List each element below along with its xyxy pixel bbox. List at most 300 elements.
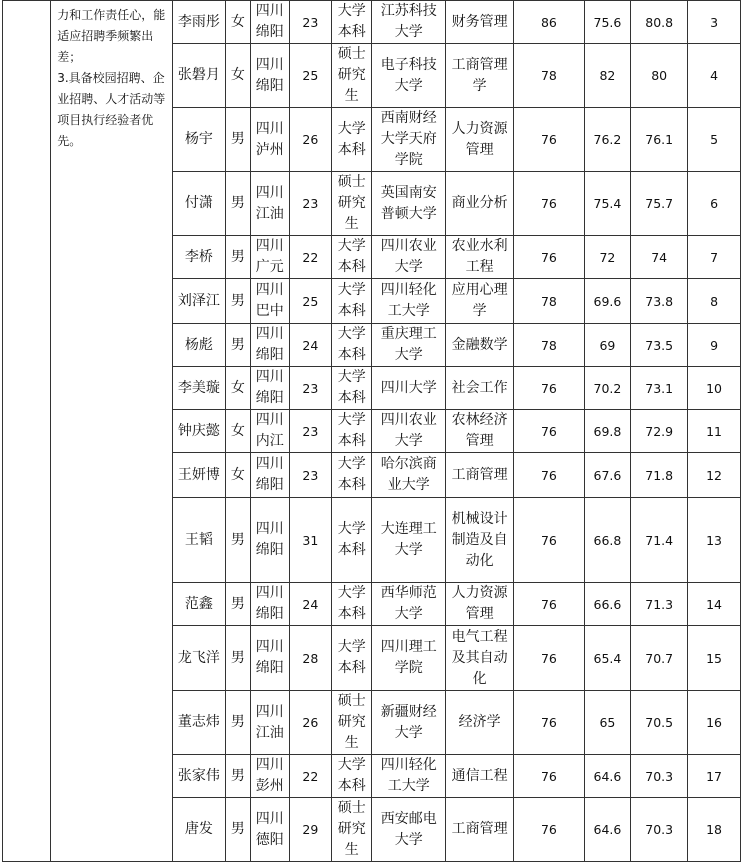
origin-cell: [251, 798, 289, 862]
age-text: 23: [302, 196, 319, 211]
gender-cell: [225, 279, 250, 324]
total-score-text: 76.1: [645, 132, 674, 147]
major-text: 社会工作: [451, 379, 508, 396]
major-cell: [446, 583, 514, 626]
applicant-name-text: 李美璇: [177, 379, 220, 396]
written-score-cell: [514, 1, 584, 44]
written-score-cell: [514, 172, 584, 236]
table-body: [3, 1, 741, 862]
interview-score-cell: [584, 108, 631, 172]
interview-score-text: 75.4: [593, 196, 622, 211]
written-score-text: 76: [540, 196, 557, 211]
degree-text: 硕士研究生: [337, 693, 366, 751]
school-text: 四川大学: [380, 379, 437, 396]
origin-text: 四川绵阳: [255, 369, 284, 406]
major-cell: [446, 172, 514, 236]
age-text: 26: [302, 132, 319, 147]
written-score-text: 76: [540, 380, 557, 396]
school-text: 四川轻化工大学: [380, 282, 437, 319]
degree-cell: [332, 279, 372, 324]
school-cell: [372, 1, 446, 44]
blank-merged-cell: [3, 1, 51, 862]
rank-cell: [688, 583, 741, 626]
major-text: 工商管理: [451, 466, 508, 483]
applicant-name-cell: [173, 626, 225, 691]
total-score-cell: [631, 1, 688, 44]
applicant-name-text: 董志炜: [177, 714, 220, 730]
interview-score-cell: [584, 583, 631, 626]
age-cell: [289, 1, 332, 44]
major-cell: [446, 453, 514, 498]
total-score-cell: [631, 410, 688, 453]
degree-text: 大学本科: [337, 585, 366, 622]
origin-cell: [251, 172, 289, 236]
major-cell: [446, 626, 514, 691]
rank-text: 17: [706, 768, 722, 784]
age-text: 23: [302, 423, 319, 439]
rank-cell: [688, 1, 741, 44]
rank-text: 6: [710, 196, 719, 211]
gender-cell: [225, 236, 250, 279]
degree-cell: [332, 410, 372, 453]
total-score-cell: [631, 583, 688, 626]
rank-text: 18: [706, 822, 722, 837]
age-text: 24: [302, 337, 319, 353]
degree-cell: [332, 172, 372, 236]
gender-cell: [225, 498, 250, 583]
applicant-name-cell: [173, 410, 225, 453]
major-cell: [446, 1, 514, 44]
interview-score-text: 66.8: [593, 532, 622, 548]
written-score-cell: [514, 367, 584, 410]
school-text: 四川轻化工大学: [380, 757, 437, 794]
gender-text: 男: [230, 714, 245, 730]
written-score-cell: [514, 626, 584, 691]
age-text: 22: [302, 249, 319, 265]
rank-cell: [688, 279, 741, 324]
written-score-cell: [514, 498, 584, 583]
total-score-text: 70.7: [645, 650, 674, 666]
school-text: 新疆财经大学: [380, 703, 437, 741]
interview-score-text: 67.6: [593, 467, 622, 483]
rank-cell: [688, 626, 741, 691]
applicant-name-cell: [173, 324, 225, 367]
age-cell: [289, 453, 332, 498]
applicant-name-cell: [173, 108, 225, 172]
total-score-cell: [631, 498, 688, 583]
major-text: 财务管理: [451, 13, 508, 30]
degree-text: 大学本科: [337, 521, 366, 558]
written-score-text: 78: [540, 293, 557, 309]
gender-cell: [225, 626, 250, 691]
rank-text: 8: [710, 293, 719, 309]
school-text: 西华师范大学: [380, 585, 437, 622]
applicant-name-text: 钟庆懿: [177, 422, 220, 439]
major-text: 工商管理学: [451, 56, 508, 94]
interview-score-text: 69: [599, 337, 616, 353]
rank-text: 4: [710, 68, 719, 83]
gender-text: 男: [230, 336, 245, 353]
written-score-text: 78: [540, 337, 557, 353]
school-text: 四川农业大学: [380, 412, 437, 449]
total-score-cell: [631, 798, 688, 862]
origin-text: 四川绵阳: [255, 326, 284, 363]
total-score-text: 75.7: [645, 196, 674, 211]
degree-cell: [332, 583, 372, 626]
major-text: 经济学: [458, 714, 501, 730]
interview-score-cell: [584, 172, 631, 236]
age-cell: [289, 798, 332, 862]
origin-text: 四川德阳: [255, 810, 284, 848]
age-text: 24: [302, 596, 319, 612]
interview-score-cell: [584, 410, 631, 453]
degree-text: 大学本科: [337, 282, 366, 319]
total-score-text: 73.1: [645, 380, 674, 396]
gender-text: 女: [230, 379, 245, 396]
gender-cell: [225, 755, 250, 798]
job-requirements-cell: [51, 1, 173, 862]
interview-score-text: 69.6: [593, 293, 622, 309]
origin-text: 四川绵阳: [255, 639, 284, 676]
school-text: 江苏科技大学: [380, 3, 437, 40]
gender-text: 男: [230, 767, 245, 784]
table-row: [3, 1, 741, 44]
age-text: 23: [302, 14, 319, 30]
applicant-name-text: 张磐月: [177, 67, 220, 83]
applicant-name-cell: [173, 279, 225, 324]
age-cell: [289, 583, 332, 626]
degree-text: 大学本科: [337, 639, 366, 676]
degree-text: 硕士研究生: [337, 174, 366, 232]
rank-cell: [688, 324, 741, 367]
rank-text: 10: [706, 380, 722, 396]
gender-text: 男: [230, 595, 245, 612]
school-cell: [372, 279, 446, 324]
age-cell: [289, 498, 332, 583]
major-text: 农林经济管理: [451, 412, 508, 449]
written-score-cell: [514, 755, 584, 798]
interview-score-text: 65: [599, 715, 616, 730]
degree-text: 硕士研究生: [337, 46, 366, 104]
origin-text: 四川内江: [255, 412, 284, 449]
applicant-name-text: 付潇: [184, 195, 213, 211]
degree-cell: [332, 367, 372, 410]
written-score-cell: [514, 279, 584, 324]
origin-cell: [251, 324, 289, 367]
written-score-text: 76: [540, 715, 557, 730]
applicant-name-cell: [173, 367, 225, 410]
applicant-name-text: 刘泽江: [177, 292, 220, 309]
written-score-text: 76: [540, 423, 557, 439]
written-score-cell: [514, 410, 584, 453]
applicant-name-text: 范鑫: [184, 595, 213, 612]
age-text: 29: [302, 822, 319, 837]
gender-text: 女: [230, 466, 245, 483]
interview-score-cell: [584, 236, 631, 279]
degree-cell: [332, 44, 372, 108]
total-score-text: 80: [651, 68, 668, 83]
age-text: 31: [302, 532, 319, 548]
applicant-name-text: 唐发: [184, 821, 213, 837]
total-score-text: 74: [651, 249, 668, 265]
interview-score-cell: [584, 691, 631, 755]
gender-cell: [225, 172, 250, 236]
origin-cell: [251, 410, 289, 453]
gender-text: 男: [230, 248, 245, 265]
major-text: 通信工程: [451, 767, 508, 784]
major-text: 应用心理学: [451, 282, 508, 319]
applicant-name-text: 杨彪: [184, 336, 213, 353]
total-score-text: 70.3: [645, 768, 674, 784]
school-cell: [372, 236, 446, 279]
total-score-cell: [631, 324, 688, 367]
major-text: 农业水利工程: [451, 238, 508, 275]
age-cell: [289, 755, 332, 798]
age-text: 25: [302, 293, 319, 309]
origin-cell: [251, 279, 289, 324]
origin-text: 四川绵阳: [255, 56, 284, 94]
total-score-text: 80.8: [645, 14, 674, 30]
total-score-text: 71.4: [645, 532, 674, 548]
major-cell: [446, 236, 514, 279]
interview-score-cell: [584, 279, 631, 324]
applicant-name-text: 龙飞洋: [177, 649, 220, 666]
gender-text: 女: [230, 67, 245, 83]
major-cell: [446, 691, 514, 755]
major-text: 人力资源管理: [451, 120, 508, 158]
written-score-cell: [514, 236, 584, 279]
interview-score-text: 76.2: [593, 132, 622, 147]
age-cell: [289, 367, 332, 410]
degree-text: 大学本科: [337, 238, 366, 275]
school-cell: [372, 453, 446, 498]
written-score-cell: [514, 44, 584, 108]
gender-text: 男: [230, 195, 245, 211]
total-score-text: 73.5: [645, 337, 674, 353]
rank-text: 7: [710, 249, 719, 265]
degree-cell: [332, 324, 372, 367]
interview-score-cell: [584, 755, 631, 798]
rank-text: 9: [710, 337, 719, 353]
degree-text: 大学本科: [337, 757, 366, 794]
gender-text: 女: [230, 422, 245, 439]
interview-score-cell: [584, 626, 631, 691]
applicant-name-text: 王韬: [184, 531, 213, 548]
interview-score-cell: [584, 1, 631, 44]
rank-cell: [688, 453, 741, 498]
applicant-name-cell: [173, 453, 225, 498]
rank-text: 15: [706, 650, 722, 666]
rank-cell: [688, 44, 741, 108]
interview-score-text: 72: [599, 249, 616, 265]
written-score-cell: [514, 583, 584, 626]
total-score-cell: [631, 236, 688, 279]
applicant-name-cell: [173, 236, 225, 279]
total-score-cell: [631, 44, 688, 108]
total-score-text: 71.8: [645, 467, 674, 483]
origin-text: 四川绵阳: [255, 521, 284, 558]
school-cell: [372, 367, 446, 410]
school-text: 四川理工学院: [380, 639, 437, 676]
major-cell: [446, 108, 514, 172]
gender-text: 男: [230, 531, 245, 548]
written-score-cell: [514, 453, 584, 498]
degree-text: 大学本科: [337, 369, 366, 406]
written-score-text: 76: [540, 768, 557, 784]
total-score-text: 72.9: [645, 423, 674, 439]
gender-cell: [225, 44, 250, 108]
origin-cell: [251, 453, 289, 498]
major-cell: [446, 798, 514, 862]
origin-text: 四川泸州: [255, 120, 284, 158]
school-cell: [372, 108, 446, 172]
rank-cell: [688, 798, 741, 862]
applicant-name-cell: [173, 44, 225, 108]
written-score-text: 76: [540, 532, 557, 548]
degree-cell: [332, 108, 372, 172]
school-text: 西安邮电大学: [380, 810, 437, 848]
degree-text: 大学本科: [337, 3, 366, 40]
school-cell: [372, 44, 446, 108]
gender-cell: [225, 410, 250, 453]
interview-score-cell: [584, 498, 631, 583]
applicant-name-text: 杨宇: [184, 131, 213, 147]
origin-text: 四川绵阳: [255, 585, 284, 622]
degree-cell: [332, 453, 372, 498]
gender-cell: [225, 691, 250, 755]
interview-score-text: 70.2: [593, 380, 622, 396]
gender-cell: [225, 367, 250, 410]
gender-cell: [225, 108, 250, 172]
origin-cell: [251, 367, 289, 410]
age-cell: [289, 108, 332, 172]
total-score-cell: [631, 279, 688, 324]
rank-cell: [688, 172, 741, 236]
interview-score-cell: [584, 44, 631, 108]
major-cell: [446, 755, 514, 798]
major-text: 电气工程及其自动化: [451, 628, 508, 687]
written-score-text: 76: [540, 467, 557, 483]
age-text: 23: [302, 380, 319, 396]
school-cell: [372, 755, 446, 798]
total-score-cell: [631, 755, 688, 798]
rank-text: 13: [706, 532, 722, 548]
origin-cell: [251, 583, 289, 626]
written-score-cell: [514, 798, 584, 862]
interview-score-cell: [584, 324, 631, 367]
degree-text: 大学本科: [337, 456, 366, 493]
school-text: 西南财经大学天府学院: [380, 110, 437, 168]
interview-score-text: 64.6: [593, 768, 622, 784]
origin-text: 四川江油: [255, 184, 284, 222]
written-score-text: 76: [540, 596, 557, 612]
major-cell: [446, 279, 514, 324]
school-text: 英国南安普顿大学: [380, 184, 437, 222]
school-cell: [372, 498, 446, 583]
written-score-text: 86: [540, 14, 557, 30]
origin-text: 四川江油: [255, 703, 284, 741]
gender-text: 女: [230, 13, 245, 30]
interview-score-text: 65.4: [593, 650, 622, 666]
degree-text: 硕士研究生: [337, 800, 366, 858]
age-cell: [289, 236, 332, 279]
rank-text: 16: [706, 715, 722, 730]
gender-text: 男: [230, 821, 245, 837]
major-cell: [446, 44, 514, 108]
written-score-text: 78: [540, 68, 557, 83]
school-cell: [372, 172, 446, 236]
applicant-name-cell: [173, 498, 225, 583]
age-text: 22: [302, 768, 319, 784]
total-score-cell: [631, 691, 688, 755]
age-cell: [289, 324, 332, 367]
gender-cell: [225, 453, 250, 498]
major-cell: [446, 324, 514, 367]
total-score-cell: [631, 108, 688, 172]
origin-cell: [251, 691, 289, 755]
gender-text: 男: [230, 131, 245, 147]
school-text: 电子科技大学: [380, 56, 437, 94]
total-score-cell: [631, 453, 688, 498]
age-text: 28: [302, 650, 319, 666]
school-cell: [372, 626, 446, 691]
gender-text: 男: [230, 292, 245, 309]
major-cell: [446, 367, 514, 410]
interview-score-text: 82: [599, 68, 616, 83]
interview-score-text: 69.8: [593, 423, 622, 439]
job-requirements-text: 力和工作责任心，能适应招聘季频繁出差； 3.具备校园招聘、企业招聘、人才活动等项目执行经验者优先。: [57, 8, 166, 148]
school-text: 大连理工大学: [380, 521, 437, 558]
interview-score-text: 66.6: [593, 596, 622, 612]
origin-cell: [251, 236, 289, 279]
gender-cell: [225, 1, 250, 44]
degree-cell: [332, 755, 372, 798]
origin-text: 四川广元: [255, 238, 284, 275]
total-score-cell: [631, 367, 688, 410]
written-score-text: 76: [540, 822, 557, 837]
school-text: 四川农业大学: [380, 238, 437, 275]
interview-score-cell: [584, 453, 631, 498]
applicant-name-cell: [173, 755, 225, 798]
gender-cell: [225, 324, 250, 367]
major-text: 商业分析: [451, 195, 508, 211]
rank-text: 14: [706, 596, 722, 612]
age-text: 26: [302, 715, 319, 730]
degree-text: 大学本科: [337, 120, 366, 158]
school-cell: [372, 410, 446, 453]
age-cell: [289, 279, 332, 324]
school-text: 重庆理工大学: [380, 326, 437, 363]
degree-cell: [332, 626, 372, 691]
rank-text: 3: [710, 14, 719, 30]
interview-score-cell: [584, 798, 631, 862]
origin-text: 四川巴中: [255, 282, 284, 319]
applicant-name-text: 王妍博: [177, 466, 220, 483]
interview-score-cell: [584, 367, 631, 410]
school-cell: [372, 798, 446, 862]
origin-text: 四川彭州: [255, 757, 284, 794]
age-cell: [289, 410, 332, 453]
rank-cell: [688, 108, 741, 172]
rank-cell: [688, 498, 741, 583]
school-text: 哈尔滨商业大学: [380, 456, 437, 493]
degree-cell: [332, 236, 372, 279]
candidate-score-table: [2, 0, 741, 862]
rank-cell: [688, 236, 741, 279]
origin-cell: [251, 108, 289, 172]
applicant-name-cell: [173, 691, 225, 755]
applicant-name-cell: [173, 1, 225, 44]
